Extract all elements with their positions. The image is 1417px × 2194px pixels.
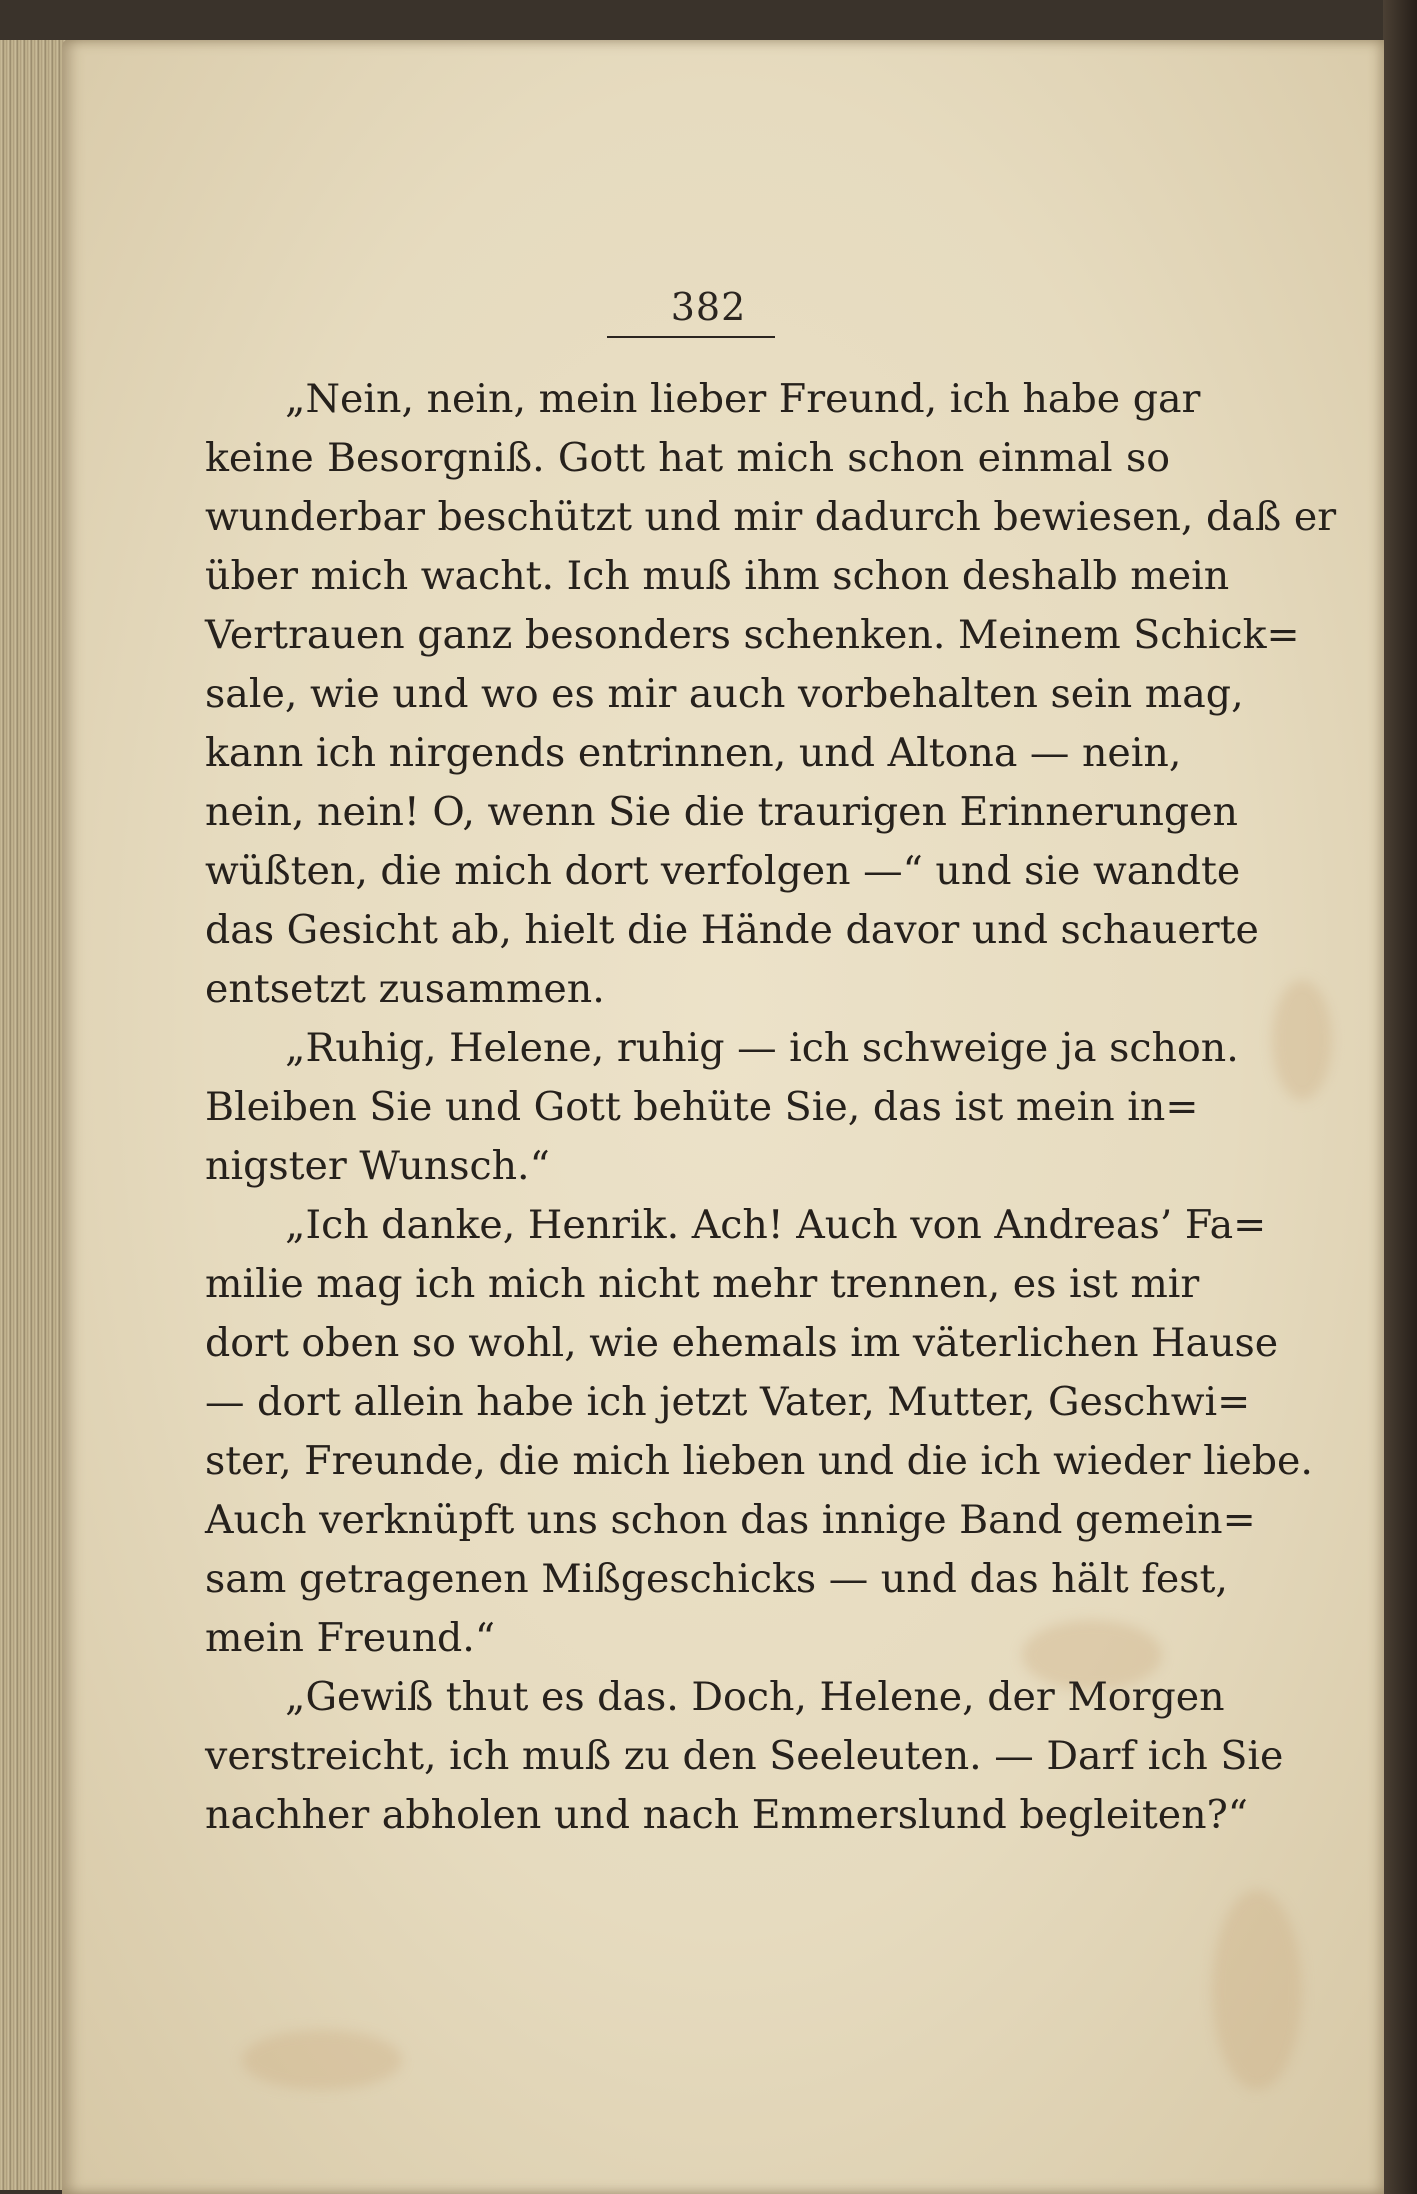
- text-line: „Gewiß thut es das. Doch, Helene, der Morgen: [285, 1674, 1225, 1720]
- text-line: „Ruhig, Helene, ruhig — ich schweige ja schon.: [285, 1025, 1239, 1071]
- text-line: — dort allein habe ich jetzt Vater, Mutter, Geschwi=: [205, 1379, 1251, 1425]
- text-line: milie mag ich mich nicht mehr trennen, es ist mir: [205, 1261, 1200, 1307]
- text-line: keine Besorgniß. Gott hat mich schon einmal so: [205, 435, 1170, 481]
- text-line: nein, nein! O, wenn Sie die traurigen Erinnerungen: [205, 789, 1238, 835]
- text-line: sam getragenen Mißgeschicks — und das hält fest,: [205, 1556, 1228, 1602]
- foxing-stain: [1272, 980, 1332, 1100]
- page-header: [0, 285, 1417, 329]
- text-line: wüßten, die mich dort verfolgen —“ und sie wandte: [205, 848, 1241, 894]
- text-line: das Gesicht ab, hielt die Hände davor und schauerte: [205, 907, 1259, 953]
- text-line: verstreicht, ich muß zu den Seeleuten. — Darf ich Sie: [205, 1733, 1284, 1779]
- text-line: Bleiben Sie und Gott behüte Sie, das ist mein in=: [205, 1084, 1199, 1130]
- body-text: [205, 370, 1337, 1845]
- text-line: dort oben so wohl, wie ehemals im väterlichen Hause: [205, 1320, 1279, 1366]
- foxing-stain: [242, 2030, 402, 2090]
- text-line: entsetzt zusammen.: [205, 966, 605, 1012]
- foxing-stain: [1212, 1890, 1302, 2090]
- text-line: nachher abholen und nach Emmerslund begleiten?“: [205, 1792, 1248, 1838]
- text-line: Auch verknüpft uns schon das innige Band gemein=: [205, 1497, 1256, 1543]
- paragraph: [205, 1196, 1313, 1668]
- text-line: wunderbar beschützt und mir dadurch bewiesen, daß er: [205, 494, 1337, 540]
- text-line: nigster Wunsch.“: [205, 1143, 550, 1189]
- book-binding: [1383, 0, 1417, 2194]
- paragraph: [205, 370, 1337, 1019]
- paragraph: [205, 1019, 1239, 1196]
- text-line: „Ich danke, Henrik. Ach! Auch von Andreas’ Fa=: [285, 1202, 1267, 1248]
- text-line: sale, wie und wo es mir auch vorbehalten sein mag,: [205, 671, 1244, 717]
- page-number: 382: [670, 285, 747, 329]
- page-edges: [0, 40, 70, 2190]
- text-line: ster, Freunde, die mich lieben und die ich wieder liebe.: [205, 1438, 1313, 1484]
- text-line: kann ich nirgends entrinnen, und Altona — nein,: [205, 730, 1182, 776]
- paragraph: [205, 1668, 1284, 1845]
- header-rule: [607, 336, 775, 338]
- text-line: mein Freund.“: [205, 1615, 496, 1661]
- text-line: über mich wacht. Ich muß ihm schon deshalb mein: [205, 553, 1230, 599]
- text-line: Vertrauen ganz besonders schenken. Meinem Schick=: [205, 612, 1300, 658]
- text-line: „Nein, nein, mein lieber Freund, ich habe gar: [285, 376, 1201, 422]
